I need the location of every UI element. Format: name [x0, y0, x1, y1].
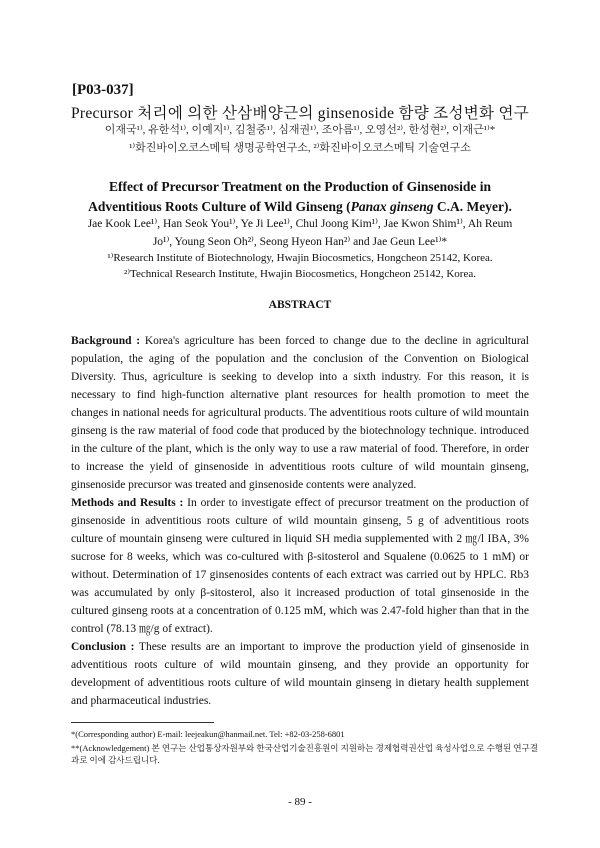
english-title-line1: Effect of Precursor Treatment on the Production of Ginsenoside in	[108, 179, 492, 194]
english-affiliations	[60, 250, 540, 282]
title-species: Panax ginseng	[350, 199, 434, 214]
english-authors	[60, 215, 540, 251]
footnote-corresponding: *(Corresponding author) E-mail: leejeakun@hanmail.net. Tel: +82-03-258-6801	[71, 729, 345, 739]
conclusion-text: These results are an important to improve the production yield of ginsenoside in adventitious roots culture of wild mountain ginseng, and they provide an opportunity for development of adventitious roots culture of wild mountain ginseng in dietary health supplement and pharmaceutical industries.	[71, 641, 530, 707]
footnote-acknowledgement: **(Acknowledgement) 본 연구는 산업통상자원부와 한국산업기술진흥원이 지원하는 경제협력권산업 육성사업으로 수행된 연구결과로 이에 감사드립니다.	[71, 743, 538, 765]
paper-code: [P03-037]	[72, 82, 134, 98]
title-part-b: C.A. Meyer).	[433, 199, 512, 214]
conclusion-paragraph	[71, 638, 529, 710]
affiliation-1: ¹⁾Research Institute of Biotechnology, Hwajin Biocosmetics, Hongcheon 25142, Korea.	[107, 252, 493, 264]
title-part-a: Adventitious Roots Culture of Wild Ginseng (	[88, 199, 351, 214]
korean-title: Precursor 처리에 의한 산삼배양근의 ginsenoside 함량 조성변화 연구	[71, 105, 529, 122]
background-paragraph	[71, 332, 529, 494]
background-text: Korea's agriculture has been forced to change due to the decline in agricultural population, the aging of the population and the conclusion of the Convention on Biological Diversity. Thus, agriculture is seeking to develop into a sixth industry. For this reason, it is necessary to find high-function alternative plant resources for health promotion to meet the changes in national needs for agricultural products. The adventitious roots culture of wild mountain ginseng is the raw material of food code that produced by the biotechnology technique. introduced in the culture of the plant, which is the only way to use a raw material of food. Therefore, in order to increase the yield of ginsenoside in adventitious roots culture of wild mountain ginseng, ginsenoside precursor was treated and ginsenoside contents were analyzed.	[71, 335, 529, 491]
korean-affiliations: ¹⁾화진바이오코스메틱 생명공학연구소, ²⁾화진바이오코스메틱 기술연구소	[129, 142, 471, 154]
methods-text: In order to investigate effect of precursor treatment on the production of ginsenoside in adventitious roots culture of wild mountain ginseng, 5 g of adventitious roots culture of mountain ginseng were cultured in liquid SH media supplemented with 2 ㎎/l IBA, 3% sucrose for 8 weeks, which was co-cultured with β-sitosterol and Squalene (0.0625 to 1 mM) or without. Determination of 17 ginsenosides contents of each extract was carried out by HPLC. Rb3 was accumulated by only β-sitosterol, also it increased production of total ginsenoside in the cultured ginseng roots at a concentration of 0.125 mM, which was 2.47-fold higher than that in the control (78.13 ㎎/g of extract).	[71, 497, 529, 635]
conclusion-label: Conclusion :	[71, 641, 135, 653]
abstract-heading: ABSTRACT	[268, 299, 332, 311]
english-title-line2	[40, 197, 560, 217]
authors-line1: Jae Kook Lee¹⁾, Han Seok You¹⁾, Ye Ji Lee¹⁾, Chul Joong Kim¹⁾, Jae Kwon Shim¹⁾, Ah Reum	[87, 218, 513, 230]
background-label: Background :	[71, 335, 141, 347]
page-number: - 89 -	[288, 796, 312, 808]
methods-paragraph	[71, 494, 529, 638]
authors-line2: Jo¹⁾, Young Seon Oh²⁾, Seong Hyeon Han²⁾ and Jae Geun Lee¹⁾*	[152, 236, 448, 248]
methods-label: Methods and Results :	[71, 497, 184, 509]
footnote-divider	[71, 722, 214, 723]
english-title	[40, 177, 560, 217]
affiliation-2: ²⁾Technical Research Institute, Hwajin Biocosmetics, Hongcheon 25142, Korea.	[124, 268, 476, 280]
abstract-body	[71, 332, 529, 710]
korean-authors: 이재국¹⁾, 유한석¹⁾, 이예지¹⁾, 김철중¹⁾, 심재권¹⁾, 조아름¹⁾, 오영선²⁾, 한성현²⁾, 이재근¹⁾*	[104, 124, 496, 136]
